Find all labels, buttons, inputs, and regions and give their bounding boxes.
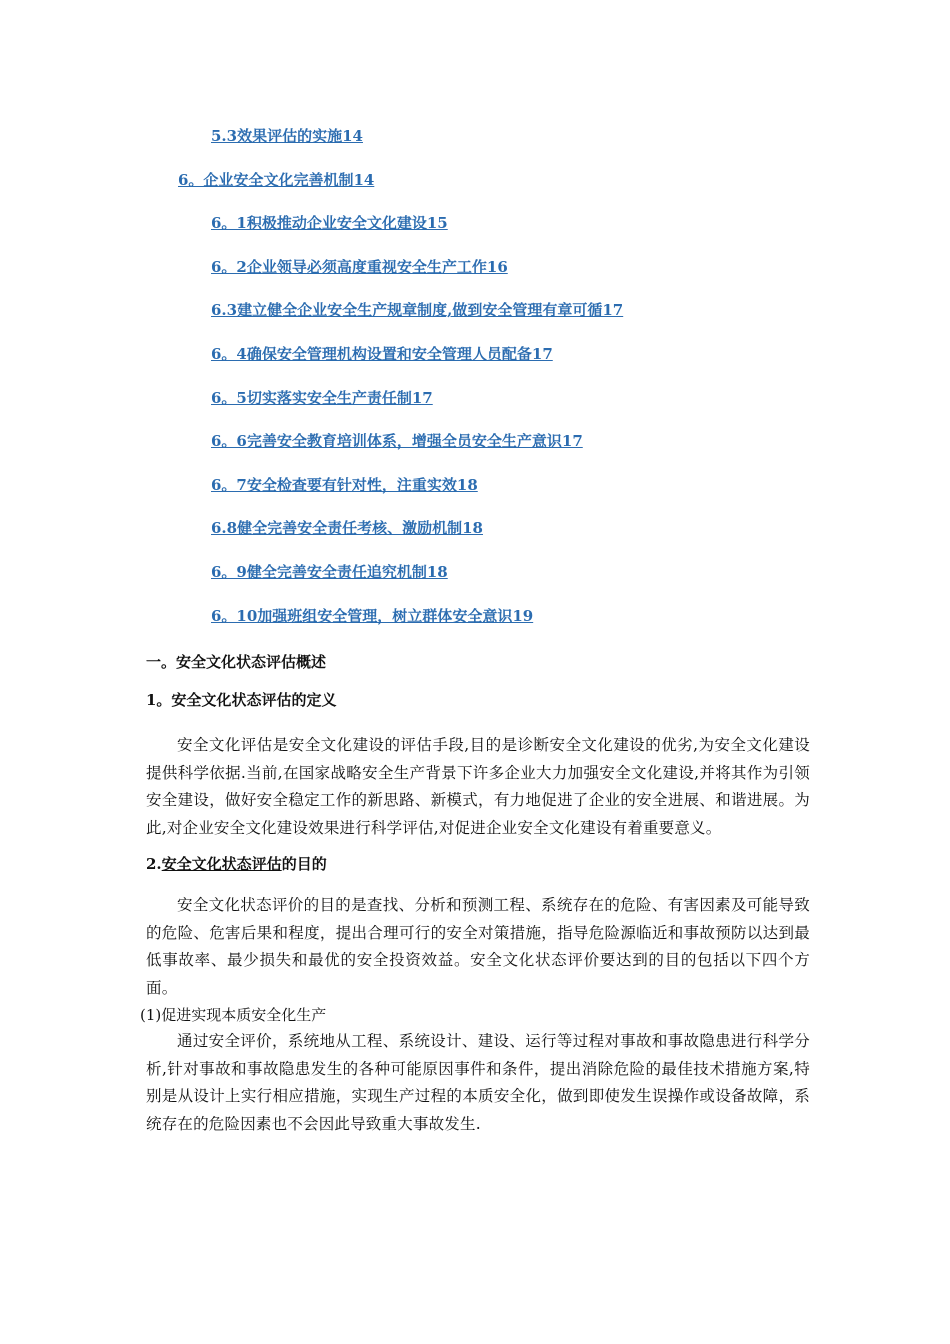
toc-link[interactable]: 6。4确保安全管理机构设置和安全管理人员配备17 xyxy=(211,344,553,363)
toc-link[interactable]: 6。5切实落实安全生产责任制17 xyxy=(211,388,433,407)
toc-link[interactable]: 6.8健全完善安全责任考核、激励机制18 xyxy=(211,519,483,538)
heading-suffix: 的目的 xyxy=(281,855,327,873)
toc-link[interactable]: 6。9健全完善安全责任追究机制18 xyxy=(211,562,448,581)
paragraph: 安全文化状态评价的目的是查找、分析和预测工程、系统存在的危险、有害因素及可能导致的危险、危害后果和程度，提出合理可行的安全对策措施，指导危险源临近和事故预防以达到最低事故率、最少损失和最优的安全投资效益。安全文化状态评价要达到的目的包括以下四个方面。 xyxy=(146,896,810,997)
list-item-title: (1)促进实现本质安全化生产 xyxy=(140,1006,327,1024)
toc-link[interactable]: 6。1积极推动企业安全文化建设15 xyxy=(211,214,448,233)
toc-link[interactable]: 5.3效果评估的实施14 xyxy=(211,127,363,145)
toc-link[interactable]: 6。6完善安全教育培训体系，增强全员安全生产意识17 xyxy=(211,432,583,451)
subsection-heading xyxy=(146,852,810,892)
toc-link[interactable]: 6.3建立健全企业安全生产规章制度,做到安全管理有章可循17 xyxy=(211,301,624,320)
heading-number: 2. xyxy=(146,855,162,873)
paragraph: 安全文化评估是安全文化建设的评估手段,目的是诊断安全文化建设的优劣,为安全文化建设提供科学依据.当前,在国家战略安全生产背景下许多企业大力加强安全文化建设,并将其作为引领安全建设，做好安全稳定工作的新思路、新模式，有力地促进了企业的安全进展、和谐进展。为此,对企业安全文化建设效果进行科学评估,对促进企业安全文化建设有着重要意义。 xyxy=(146,736,810,837)
paragraph: 通过安全评价，系统地从工程、系统设计、建设、运行等过程对事故和事故隐患进行科学分析,针对事故和事故隐患发生的各种可能原因事件和条件，提出消除危险的最佳技术措施方案,特别是从设计上实行相应措施，实现生产过程的本质安全化，做到即使发生误操作或设备故障，系统存在的危险因素也不会因此导致重大事故发生. xyxy=(146,1032,810,1133)
toc-link[interactable]: 6。7安全检查要有针对性，注重实效18 xyxy=(211,475,478,494)
section-heading: 一。安全文化状态评估概述 xyxy=(146,653,327,671)
heading-underlined-term: 安全文化状态评估 xyxy=(161,855,282,873)
toc-link[interactable]: 6。企业安全文化完善机制14 xyxy=(178,170,375,189)
subsection-heading: 1。安全文化状态评估的定义 xyxy=(146,691,337,709)
toc-link[interactable]: 6。10加强班组安全管理，树立群体安全意识19 xyxy=(211,606,534,625)
toc-link[interactable]: 6。2企业领导必须高度重视安全生产工作16 xyxy=(211,257,508,276)
table-of-contents xyxy=(0,124,950,647)
body-content xyxy=(140,650,810,1148)
